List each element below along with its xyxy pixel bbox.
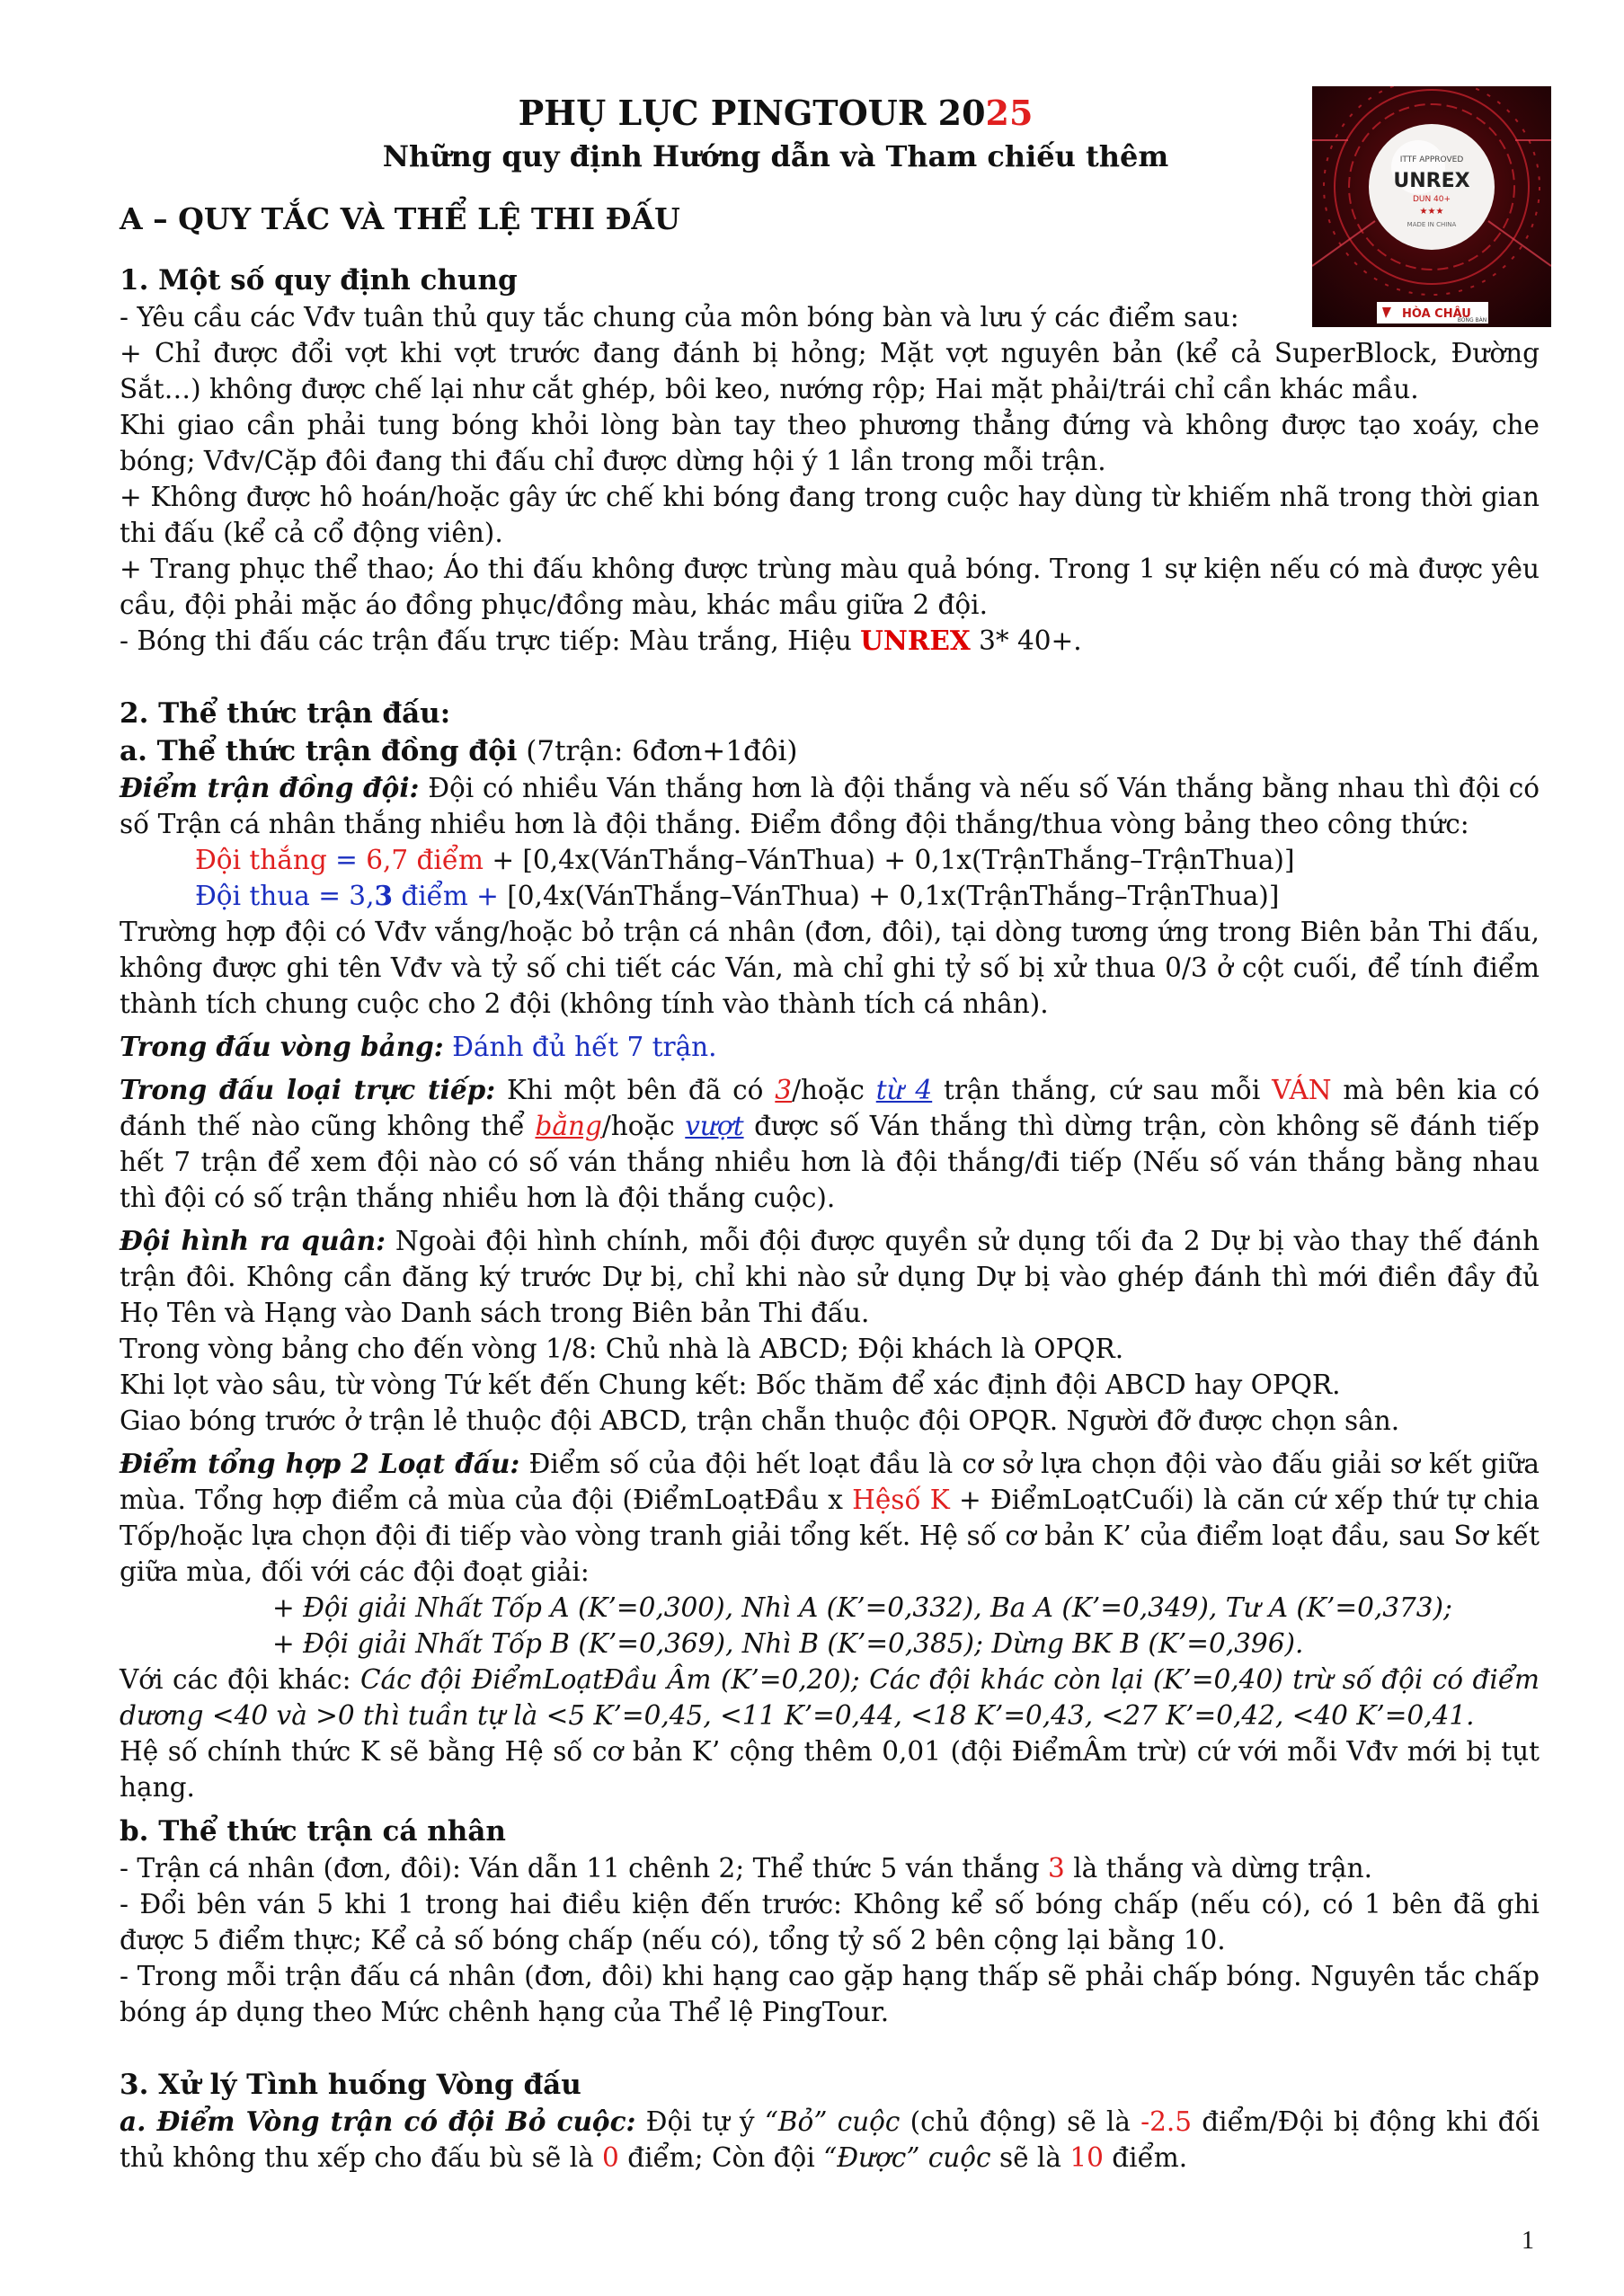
section-2a-heading: a. Thể thức trận đồng đội (7trận: 6đơn+1đôi) <box>120 735 798 767</box>
formula-lose: Đội thua = 3,3 điểm + [0,4x(VánThắng–VánThua) + 0,1x(TrậnThắng–TrậnThua)] <box>195 880 1280 911</box>
knockout-paragraph: Trong đấu loại trực tiếp: Khi một bên đã có 3/hoặc từ 4 trận thắng, cứ sau mỗi VÁN mà bên kia có đánh thế nào cũng không thể bằng/hoặc vượt được số Ván thắng thì dừng trận, còn không sẽ đánh tiếp hết 7 trận để xem đội nào có số ván thắng nhiều hơn là đội thắng/đi tiếp (Nếu số ván thắng bằng nhau thì đội có số trận thắng nhiều hơn là đội thắng cuộc). <box>120 1074 1540 1213</box>
aggregate-paragraph: Điểm tổng hợp 2 Loạt đấu: Điểm số của đội hết loạt đầu là cơ sở lựa chọn đội vào đấu giải sơ kết giữa mùa. Tổng hợp điểm cả mùa của đội (ĐiểmLoạtĐầu x Hệsố K + ĐiểmLoạtCuối) là căn cứ xếp thứ tự chia Tốp/hoặc lựa chọn đội đi tiếp vào vòng tranh giải tổng kết. Hệ số cơ bản K’ của điểm loạt đầu, sau Sơ kết giữa mùa, đối với các đội đoạt giải: <box>120 1448 1540 1587</box>
k-list-item: + Đội giải Nhất Tốp B (K’=0,369), Nhì B (K’=0,385); Dừng BK B (K’=0,396). <box>272 1628 1304 1659</box>
team-score-paragraph: Điểm trận đồng đội: Đội có nhiều Ván thắng hơn là đội thắng và nếu số Ván thắng bằng nhau thì đội có số Trận cá nhân thắng nhiều hơn là đội thắng. Điểm đồng đội thắng/thua vòng bảng theo công thức: <box>120 772 1540 839</box>
paragraph: - Đổi bên ván 5 khi 1 trong hai điều kiện đến trước: Không kể số bóng chấp (nếu có), có 1 bên đã ghi được 5 điểm thực; Kể cả số bóng chấp (nếu có), tổng tỷ số 2 bên cộng lại bằng 10. <box>120 1889 1540 1955</box>
document-page <box>120 90 1540 2176</box>
k-list-item: + Đội giải Nhất Tốp A (K’=0,300), Nhì A (K’=0,332), Ba A (K’=0,349), Tư A (K’=0,373); <box>272 1592 1452 1623</box>
paragraph: Trong vòng bảng cho đến vòng 1/8: Chủ nhà là ABCD; Đội khách là OPQR. <box>120 1334 1124 1364</box>
paragraph: Khi giao cần phải tung bóng khỏi lòng bàn tay theo phương thẳng đứng và không được tạo xoáy, che bóng; Vđv/Cặp đôi đang thi đấu chỉ được dừng hội ý 1 lần trong mỗi trận. <box>120 410 1540 476</box>
paragraph-ball: - Bóng thi đấu các trận đấu trực tiếp: Màu trắng, Hiệu UNREX 3* 40+. <box>120 625 1082 656</box>
document-subtitle: Những quy định Hướng dẫn và Tham chiếu thêm <box>382 139 1169 173</box>
page-number: 1 <box>1522 2227 1534 2255</box>
group-stage-paragraph: Trong đấu vòng bảng: Đánh đủ hết 7 trận. <box>120 1031 717 1062</box>
paragraph: Giao bóng trước ở trận lẻ thuộc đội ABCD, trận chẵn thuộc đội OPQR. Người đỡ được chọn sân. <box>120 1405 1400 1436</box>
section-2-heading: 2. Thể thức trận đấu: <box>120 697 451 730</box>
document-header <box>326 90 1225 176</box>
document-title <box>326 90 1225 137</box>
paragraph: + Trang phục thể thao; Áo thi đấu không được trùng màu quả bóng. Trong 1 sự kiện nếu có mà được yêu cầu, đội phải mặc áo đồng phục/đồng màu, khác mầu giữa 2 đội. <box>120 554 1540 620</box>
paragraph: Khi lọt vào sâu, từ vòng Tứ kết đến Chung kết: Bốc thăm để xác định đội ABCD hay OPQR. <box>120 1370 1341 1400</box>
svg-text:ITTF APPROVED: ITTF APPROVED <box>1399 155 1464 164</box>
forfeit-paragraph: a. Điểm Vòng trận có đội Bỏ cuộc: Đội tự ý “Bỏ” cuộc (chủ động) sẽ là -2.5 điểm/Đội bị động khi đối thủ không thu xếp cho đấu bù sẽ là 0 điểm; Còn đội “Được” cuộc sẽ là 10 điểm. <box>120 2105 1540 2173</box>
svg-text:UNREX: UNREX <box>1393 170 1470 192</box>
paragraph: - Trong mỗi trận đấu cá nhân (đơn, đôi) khi hạng cao gặp hạng thấp sẽ phải chấp bóng. Nguyên tắc chấp bóng áp dụng theo Mức chênh hạng của Thể lệ PingTour. <box>120 1961 1540 2027</box>
section-1-heading: 1. Một số quy định chung <box>120 264 518 297</box>
svg-text:DUN 40+: DUN 40+ <box>1412 195 1451 204</box>
paragraph: Trường hợp đội có Vđv vắng/hoặc bỏ trận cá nhân (đơn, đôi), tại dòng tương ứng trong Biên bản Thi đấu, không được ghi tên Vđv và tỷ số chi tiết các Ván, mà chỉ ghi tỷ số bị xử thua 0/3 ở cột cuối, để tính điểm thành tích chung cuộc cho 2 đội (không tính vào thành tích cá nhân). <box>120 917 1540 1019</box>
paragraph: - Yêu cầu các Vđv tuân thủ quy tắc chung của môn bóng bàn và lưu ý các điểm sau: <box>120 302 1239 332</box>
svg-text:MADE IN CHINA: MADE IN CHINA <box>1407 221 1457 228</box>
title-main: PHỤ LỤC PINGTOUR 20 <box>518 93 986 133</box>
paragraph: - Trận cá nhân (đơn, đôi): Ván dẫn 11 chênh 2; Thể thức 5 ván thắng 3 là thắng và dừng trận. <box>120 1853 1373 1884</box>
paragraph: Hệ số chính thức K sẽ bằng Hệ số cơ bản K’ cộng thêm 0,01 (đội ĐiểmÂm trừ) cứ với mỗi Vđv mới bị tụt hạng. <box>120 1736 1540 1803</box>
section-3-heading: 3. Xử lý Tình huống Vòng đấu <box>120 2069 581 2101</box>
paragraph: + Chỉ được đổi vợt khi vợt trước đang đánh bị hỏng; Mặt vợt nguyên bản (kể cả SuperBlock, Đường Sắt…) không được chế lại như cắt ghép, bôi keo, nướng rộp; Hai mặt phải/trái chỉ cần khác mầu. <box>120 338 1540 404</box>
other-teams-paragraph: Với các đội khác: Các đội ĐiểmLoạtĐầu Âm (K’=0,20); Các đội khác còn lại (K’=0,40) trừ số đội có điểm dương <40 và >0 thì tuần tự là <5 K’=0,45, <11 K’=0,44, <18 K’=0,43, <27 K’=0,42, <40 K’=0,41. <box>120 1664 1540 1731</box>
svg-text:HÒA CHÂU: HÒA CHÂU <box>1402 307 1471 321</box>
ball-brand: UNREX <box>860 625 971 656</box>
lineup-paragraph: Đội hình ra quân: Ngoài đội hình chính, mỗi đội được quyền sử dụng tối đa 2 Dự bị vào thay thế đánh trận đôi. Không cần đăng ký trước Dự bị, chỉ khi nào sử dụng Dự bị vào ghép đánh thì mới điền đầy đủ Họ Tên và Hạng vào Danh sách trong Biên bản Thi đấu. <box>120 1225 1540 1328</box>
title-year: 25 <box>985 93 1034 133</box>
formula-win: Đội thắng = 6,7 điểm + [0,4x(VánThắng–VánThua) + 0,1x(TrậnThắng–TrậnThua)] <box>195 845 1295 875</box>
svg-text:BÓNG BÀN: BÓNG BÀN <box>1457 317 1487 324</box>
section-a-heading: A – QUY TẮC VÀ THỂ LỆ THI ĐẤU <box>120 201 680 236</box>
svg-text:★★★: ★★★ <box>1419 207 1444 217</box>
paragraph: + Không được hô hoán/hoặc gây ức chế khi bóng đang trong cuộc hay dùng từ khiếm nhã trong thời gian thi đấu (kể cả cổ động viên). <box>120 482 1540 548</box>
section-2b-heading: b. Thể thức trận cá nhân <box>120 1815 506 1848</box>
